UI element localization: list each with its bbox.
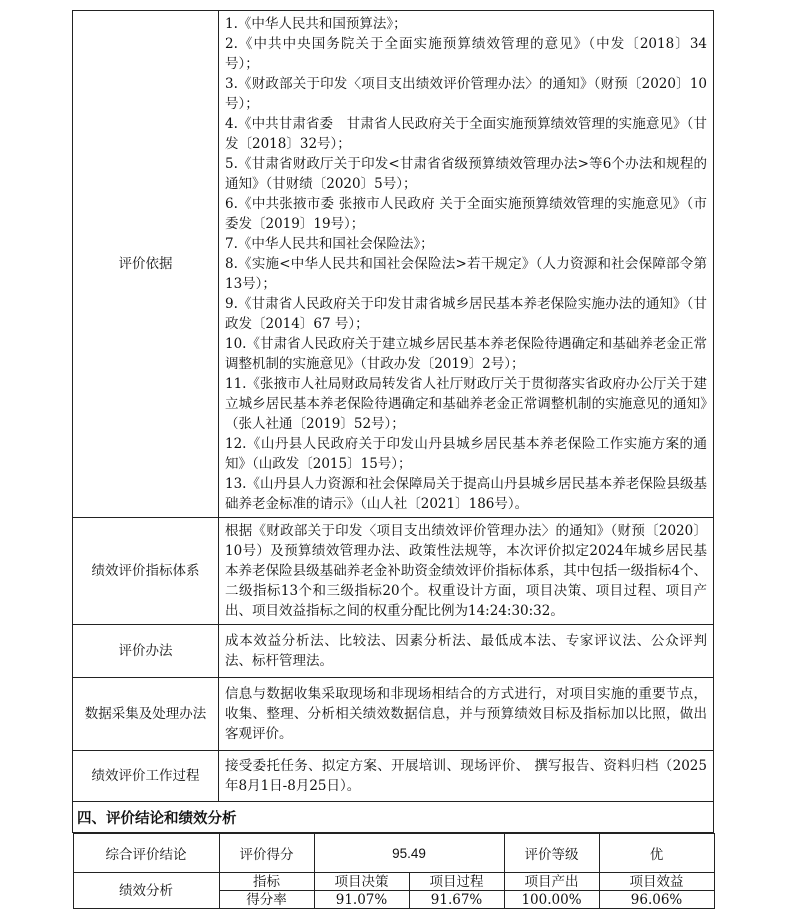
analysis-value-cell: 96.06% [599,891,714,909]
method-text: 成本效益分析法、比较法、因素分析法、最低成本法、专家评议法、公众评判法、标杆管理法。 [219,625,714,678]
analysis-header-cell: 指标 [219,873,314,891]
conclusion-label: 综合评价结论 [73,834,219,873]
analysis-header-cell: 项目效益 [599,873,714,891]
indicator-system-text: 根据《财政部关于印发〈项目支出绩效评价管理办法〉的通知》（财预〔2020〕10号）及预算绩效管理办法、政策性法规等，本次评价拟定2024年城乡居民基本养老保险县级基础养老金补助资金绩效评价指标体系，其中包括一级指标4个、二级指标13个和三级指标20个。权重设计方面，项目决策、项目过程、项目产出、项目效益指标之间的权重分配比例为14:24:30:32。 [219,518,714,625]
basis-item: 3.《财政部关于印发〈项目支出绩效评价管理办法〉的通知》（财预〔2020〕10号）； [225,76,707,112]
basis-item: 10.《甘肃省人民政府关于建立城乡居民基本养老保险待遇确定和基础养老金正常调整机制的实施意见》（甘政办发〔2019〕2号）； [225,336,707,372]
results-table [73,833,715,909]
basis-item: 7.《中华人民共和国社会保险法》； [225,236,434,252]
basis-row [73,11,714,518]
score-label: 评价得分 [219,834,314,873]
score-value: 95.49 [314,834,504,873]
process-label: 绩效评价工作过程 [73,751,219,802]
basis-item: 11.《张掖市人社局财政局转发省人社厅财政厅关于贯彻落实省政府办公厅关于建立城乡居民基本养老保险待遇确定和基础养老金正常调整机制的实施意见的通知》（张人社通〔2019〕52号）； [225,376,707,432]
method-label: 评价办法 [73,625,219,678]
analysis-header-cell: 项目决策 [314,873,409,891]
basis-item: 8.《实施<中华人民共和国社会保险法>若干规定》（人力资源和社会保障部令第13号）； [225,256,707,292]
data-collection-row [73,678,714,751]
analysis-header-cell: 项目过程 [409,873,504,891]
results-row [73,833,714,910]
method-row [73,625,714,678]
basis-item: 4.《中共甘肃省委 甘肃省人民政府关于全面实施预算绩效管理的实施意见》（甘发〔2018〕32号）； [225,116,707,152]
conclusion-row [73,834,714,873]
analysis-value-cell: 得分率 [219,891,314,909]
analysis-header-cell: 项目产出 [504,873,599,891]
data-collection-label: 数据采集及处理办法 [73,678,219,751]
process-row [73,751,714,802]
basis-item: 9.《甘肃省人民政府关于印发甘肃省城乡居民基本养老保险实施办法的通知》（甘政发〔2014〕67 号）； [225,296,707,332]
basis-item: 6.《中共张掖市委 张掖市人民政府 关于全面实施预算绩效管理的实施意见》（市委发〔2019〕19号）； [225,196,707,232]
grade-value: 优 [599,834,714,873]
basis-item: 12.《山丹县人民政府关于印发山丹县城乡居民基本养老保险工作实施方案的通知》（山政发〔2015〕15号）； [225,436,707,472]
analysis-header-row [73,873,714,891]
analysis-value-cell: 91.07% [314,891,409,909]
basis-content [219,11,714,518]
basis-item: 13.《山丹县人力资源和社会保障局关于提高山丹县城乡居民基本养老保险县级基础养老金标准的请示》（山人社〔2021〕186号）。 [225,476,707,512]
analysis-label: 绩效分析 [73,873,219,909]
basis-label: 评价依据 [73,11,219,518]
indicator-system-row [73,518,714,625]
basis-item: 1.《中华人民共和国预算法》； [225,16,407,32]
evaluation-report-table-page [72,10,713,909]
indicator-system-label: 绩效评价指标体系 [73,518,219,625]
analysis-value-cell: 91.67% [409,891,504,909]
evaluation-table [72,10,714,909]
basis-list [225,14,707,514]
section4-row [73,802,714,833]
process-text: 接受委托任务、拟定方案、开展培训、现场评价、 撰写报告、资料归档（2025年8月1日-8月25日）。 [219,751,714,802]
data-collection-text: 信息与数据收集采取现场和非现场相结合的方式进行，对项目实施的重要节点，收集、整理、分析相关绩效数据信息，并与预算绩效目标及指标加以比照，做出客观评价。 [219,678,714,751]
basis-item: 5.《甘肃省财政厅关于印发<甘肃省省级预算绩效管理办法>等6个办法和规程的通知》（甘财绩〔2020〕5号）； [225,156,707,192]
analysis-value-cell: 100.00% [504,891,599,909]
section4-title: 四、评价结论和绩效分析 [73,802,714,833]
grade-label: 评价等级 [504,834,599,873]
basis-item: 2.《中共中央国务院关于全面实施预算绩效管理的意见》（中发〔2018〕34号）； [225,36,707,72]
